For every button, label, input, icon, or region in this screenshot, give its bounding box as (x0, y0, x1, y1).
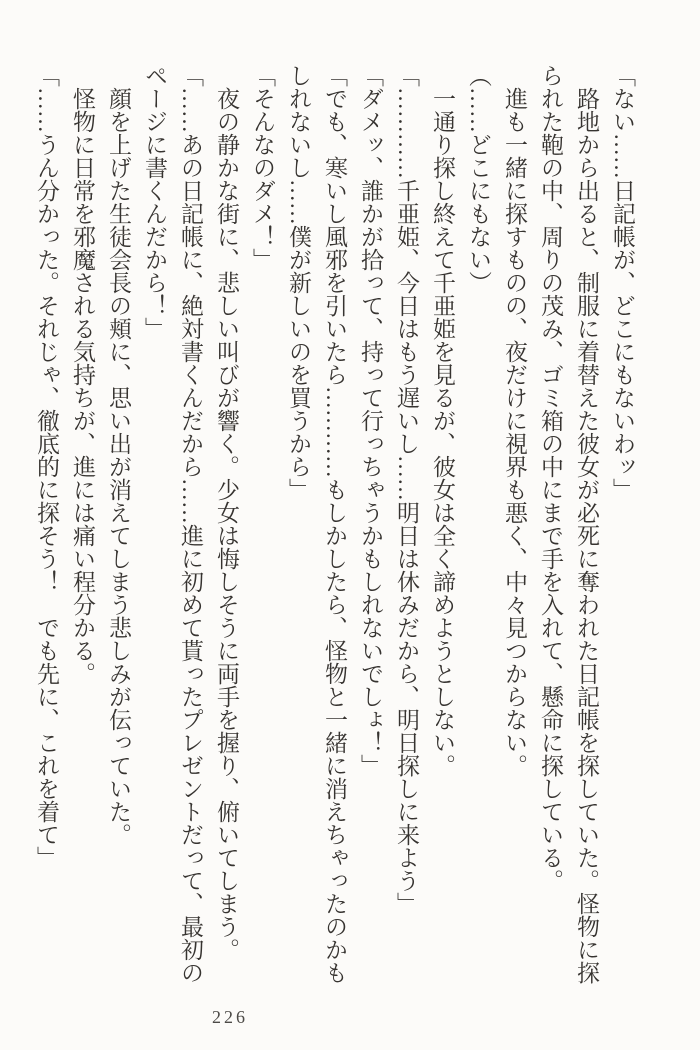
text-line: 一通り探し終えて千亜姫を見るが、彼女は全く諦めようとしない。 (430, 87, 455, 777)
text-line: 「そんなのダメ！」 (250, 64, 275, 271)
text-line: 「…………千亜姫、今日はもう遅いし……明日は休みだから、明日探しに来よう」 (394, 64, 419, 915)
text-line: （……どこにもない） (466, 64, 491, 294)
text-line: 路地から出ると、制服に着替えた彼女が必死に奪われた日記帳を探していた。怪物に探 (574, 87, 599, 984)
text-line: 「でも、寒いし風邪を引いたら…………もしかしたら、怪物と一緒に消えちゃったのかも (322, 64, 347, 984)
text-line: 進も一緒に探すものの、夜だけに視界も悪く、中々見つからない。 (502, 87, 527, 777)
text-line: 夜の静かな街に、悲しい叫びが響く。少女は悔しそうに両手を握り、俯いてしまう。 (214, 87, 239, 961)
page-text (26, 64, 640, 1012)
text-line: 顔を上げた生徒会長の頬に、思い出が消えてしまう悲しみが伝っていた。 (106, 87, 131, 846)
text-line: られた鞄の中、周りの茂み、ゴミ箱の中にまで手を入れて、懸命に探している。 (538, 64, 563, 892)
text-line: 「……うん分かった。それじゃ、徹底的に探そう！ でも先に、これを着て」 (34, 64, 59, 869)
page-number: 226 (212, 1007, 248, 1027)
text-line: 怪物に日常を邪魔される気持ちが、進には痛い程分かる。 (70, 87, 95, 685)
text-line: ページに書くんだから！」 (142, 64, 167, 340)
text-line: 「ない……日記帳が、どこにもないわッ」 (610, 64, 635, 501)
text-line: しれないし……僕が新しいのを買うから」 (286, 64, 311, 501)
text-line: 「……あの日記帳に、絶対書くんだから……進に初めて貰ったプレゼントだって、最初の (178, 64, 203, 984)
text-line: 「ダメッ、誰かが拾って、持って行っちゃうかもしれないでしょ！」 (358, 64, 383, 777)
